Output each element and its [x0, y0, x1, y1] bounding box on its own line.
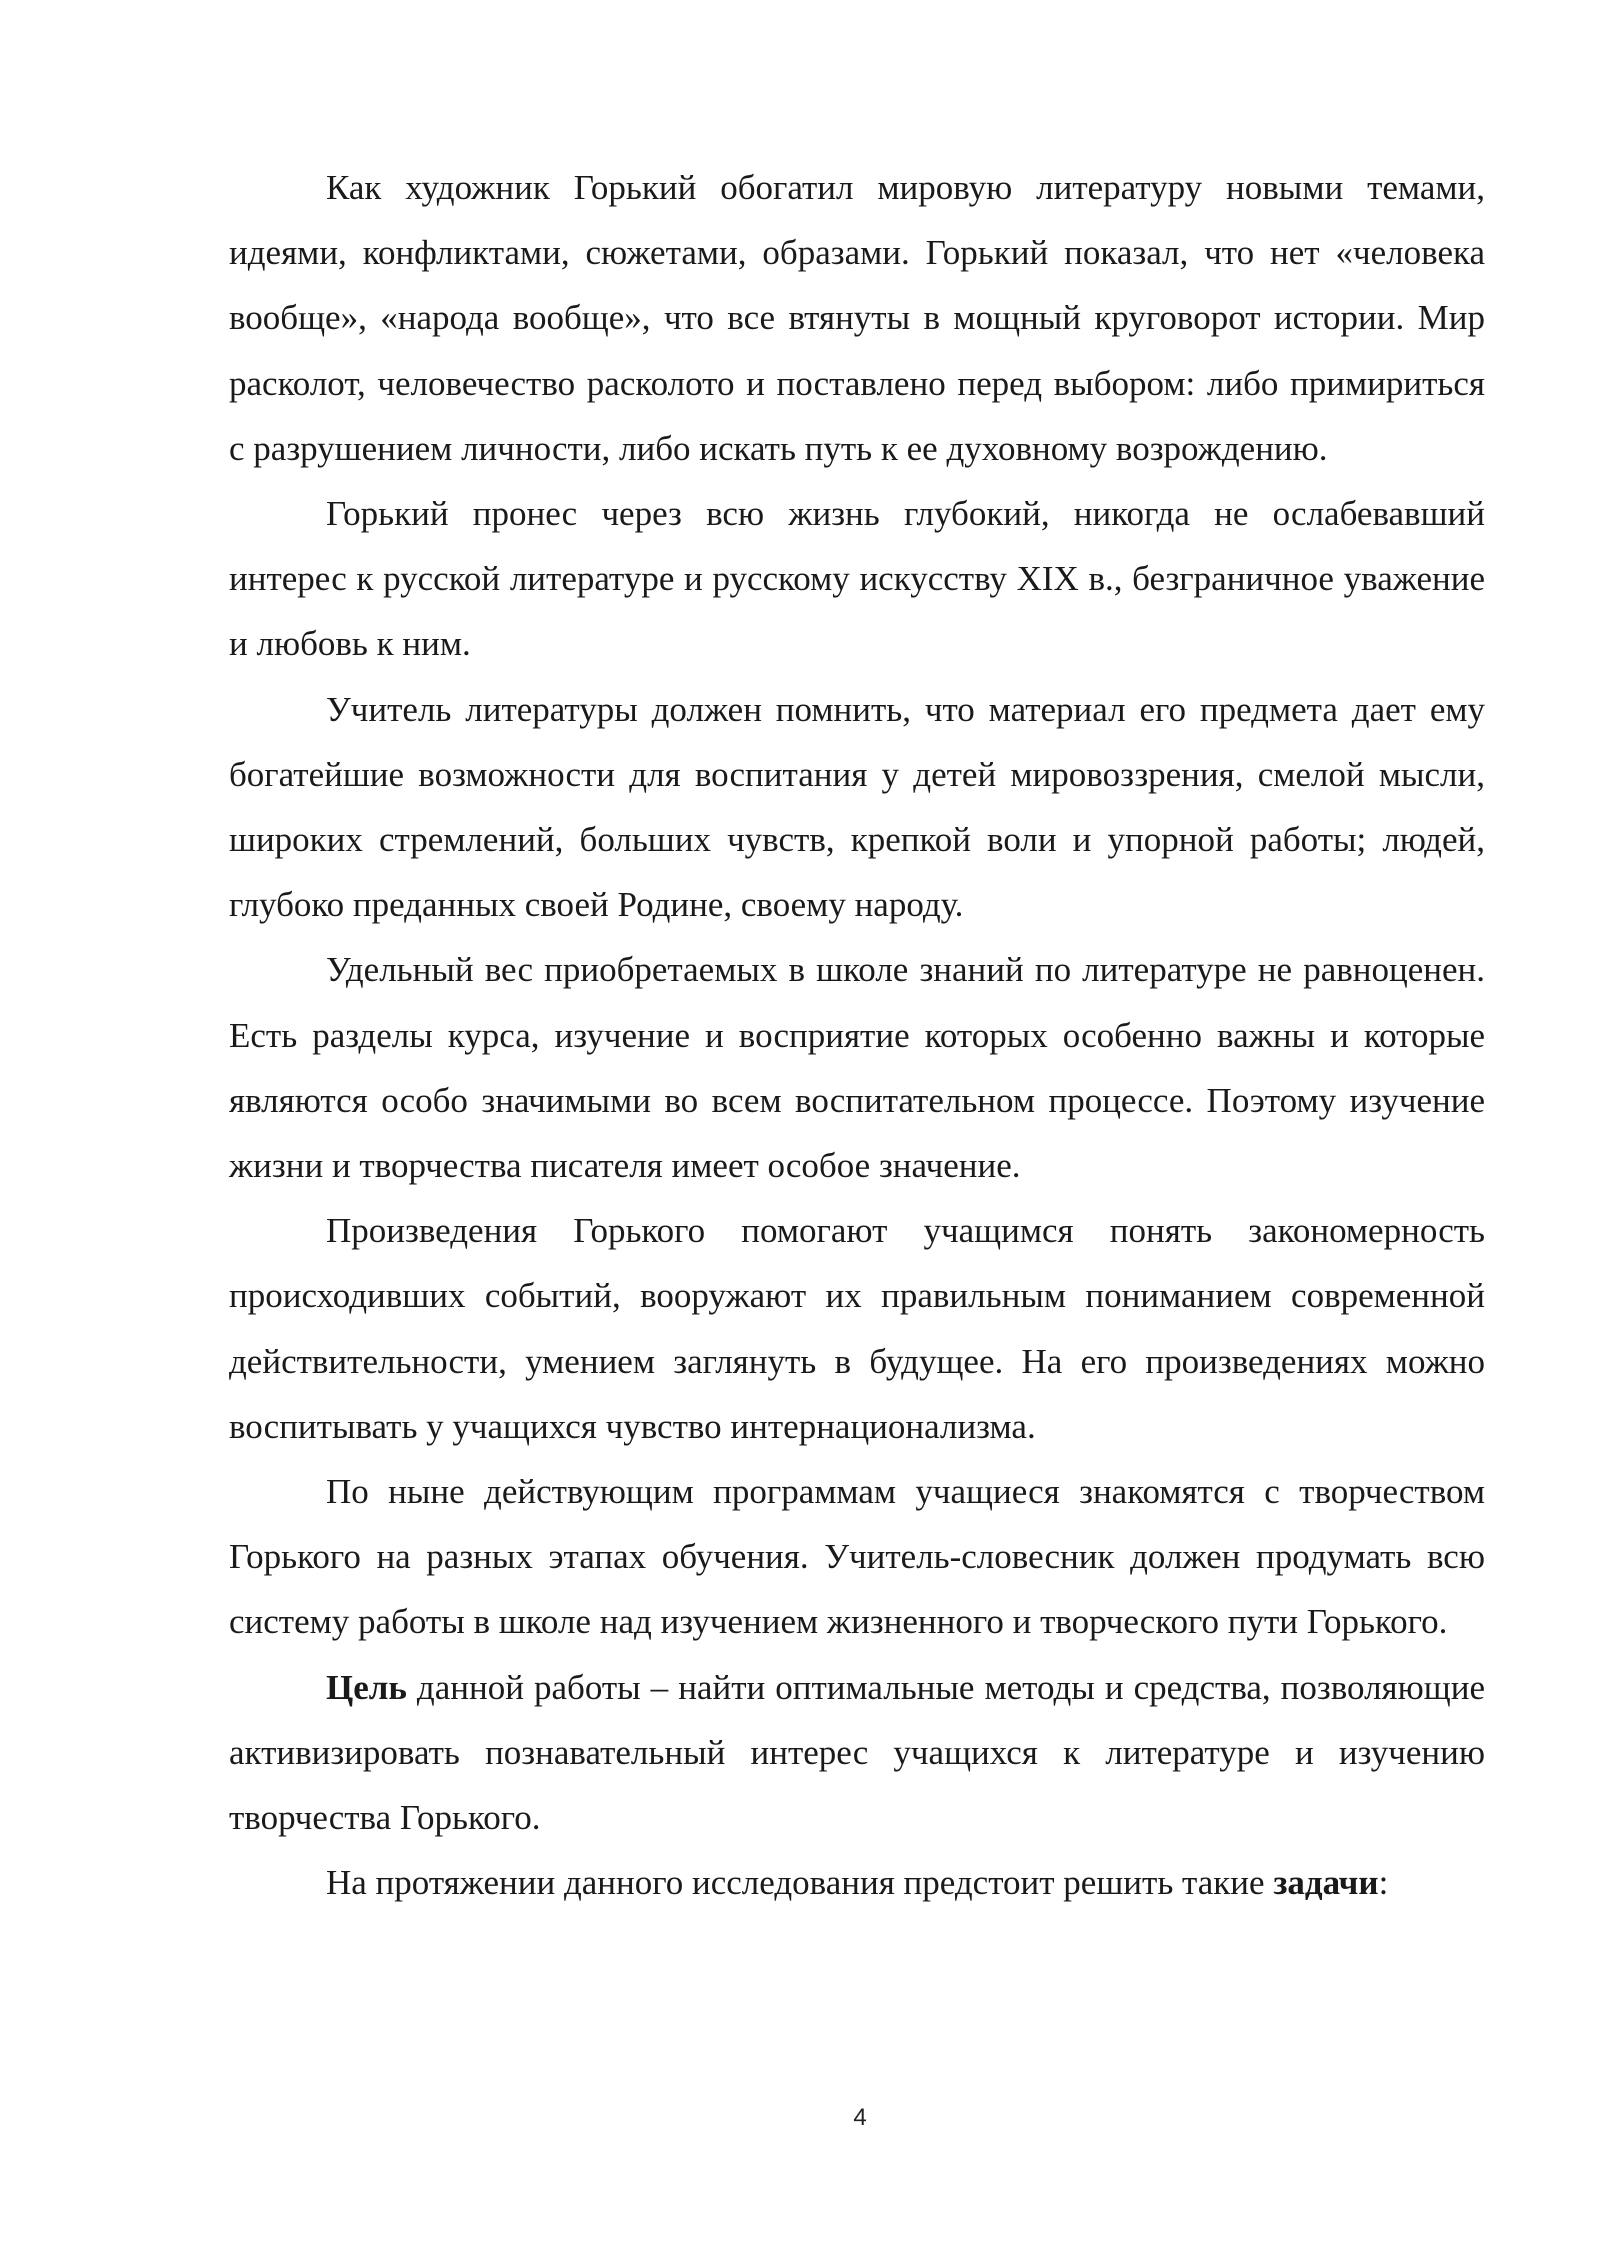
paragraph-teacher-role: Учитель литературы должен помнить, что материал его предмета дает ему богатейшие возможности для воспитания у детей мировоззрения, смелой мысли, широких стремлений, больших чувств, крепкой воли и упорной работы; людей, глубоко преданных своей Родине, своему народу. — [229, 689, 1485, 925]
paragraph-knowledge-weight: Удельный вес приобретаемых в школе знаний по литературе не равноценен. Есть разделы курса, изучение и восприятие которых особенно важны и которые являются особо значимыми во всем воспитательном процессе. Поэтому изучение жизни и творчества писателя имеет особое значение. — [229, 950, 1485, 1186]
paragraph-programs: По ныне действующим программам учащиеся знакомятся с творчеством Горького на разных этапах обучения. Учитель-словесник должен продумать всю систему работы в школе над изучением жизненного и творческого пути Горького. — [229, 1472, 1485, 1642]
tasks-colon: : — [1378, 1863, 1389, 1903]
paragraph-gorky-interest: Горький пронес через всю жизнь глубокий, никогда не ослабевавший интерес к русской литературе и русскому искусству XIX в., безграничное уважение и любовь к ним. — [229, 494, 1485, 664]
tasks-lead-text: На протяжении данного исследования предстоит решить такие — [326, 1863, 1274, 1903]
goal-text: данной работы – найти оптимальные методы и средства, позволяющие активизировать познавательный интерес учащихся к литературе и изучению творчества Горького. — [229, 1667, 1485, 1838]
goal-label: Цель — [326, 1667, 407, 1707]
paragraph-tasks — [229, 1850, 1485, 1915]
document-body — [229, 155, 1485, 1915]
page-number: 4 — [853, 2104, 867, 2131]
tasks-label: задачи — [1273, 1863, 1379, 1903]
paragraph-gorky-works: Произведения Горького помогают учащимся понять закономерность происходивших событий, вооружают их правильным пониманием современной действительности, умением заглянуть в будущее. На его произведениях можно воспитывать у учащихся чувство интернационализма. — [229, 1211, 1485, 1446]
paragraph-goal — [229, 1655, 1485, 1851]
paragraph-gorky-enrichment: Как художник Горький обогатил мировую литературу новыми темами, идеями, конфликтами, сюжетами, образами. Горький показал, что нет «человека вообще», «народа вообще», что все втянуты в мощный круговорот истории. Мир расколот, человечество расколото и поставлено перед выбором: либо примириться с разрушением личности, либо искать путь к ее духовному возрождению. — [229, 168, 1485, 468]
